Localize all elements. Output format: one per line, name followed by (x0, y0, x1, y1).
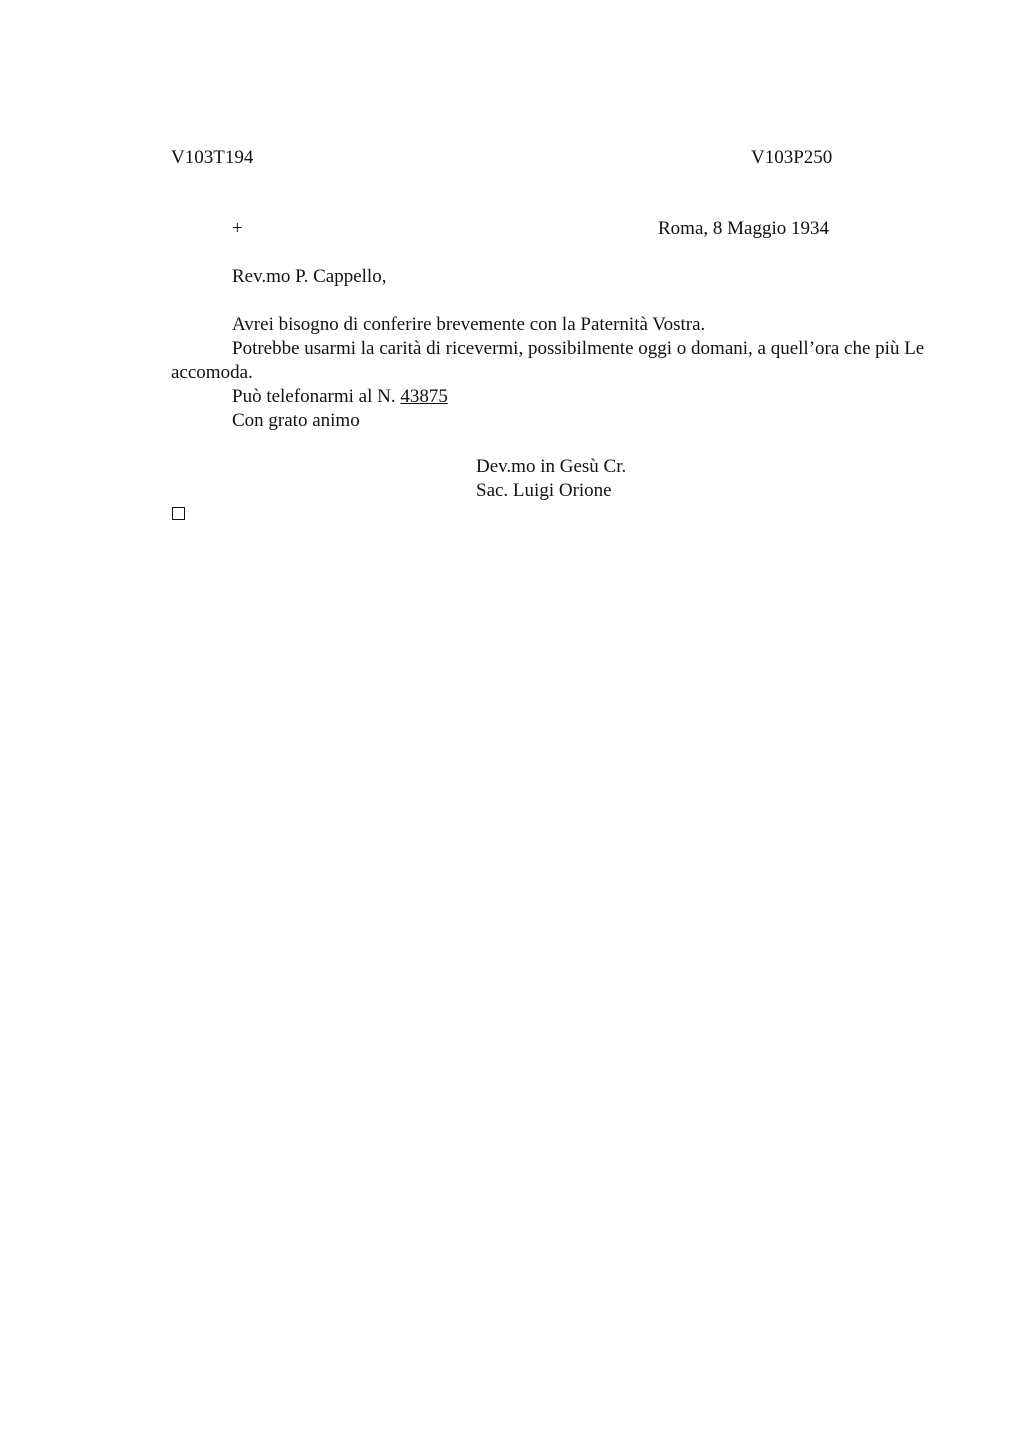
document-reference-right: V103P250 (751, 147, 833, 168)
letter-body (171, 313, 931, 433)
cross-symbol: + (232, 218, 243, 239)
phone-line (171, 385, 931, 409)
phone-prefix: Può telefonarmi al N. (232, 386, 401, 407)
closing: Dev.mo in Gesù Cr. (476, 456, 627, 477)
signature: Sac. Luigi Orione (476, 480, 612, 501)
salutation: Rev.mo P. Cappello, (232, 266, 387, 287)
document-reference-left: V103T194 (171, 147, 254, 168)
paragraph-2: Potrebbe usarmi la carità di ricevermi, possibilmente oggi o domani, a quell’ora che più Le accomoda. (171, 338, 925, 383)
paragraph-1: Avrei bisogno di conferire brevemente con la Paternità Vostra. (232, 314, 706, 335)
place-date: Roma, 8 Maggio 1934 (658, 218, 829, 239)
gratitude-line: Con grato animo (232, 410, 360, 431)
phone-number: 43875 (400, 386, 448, 407)
end-box-icon (172, 507, 185, 520)
